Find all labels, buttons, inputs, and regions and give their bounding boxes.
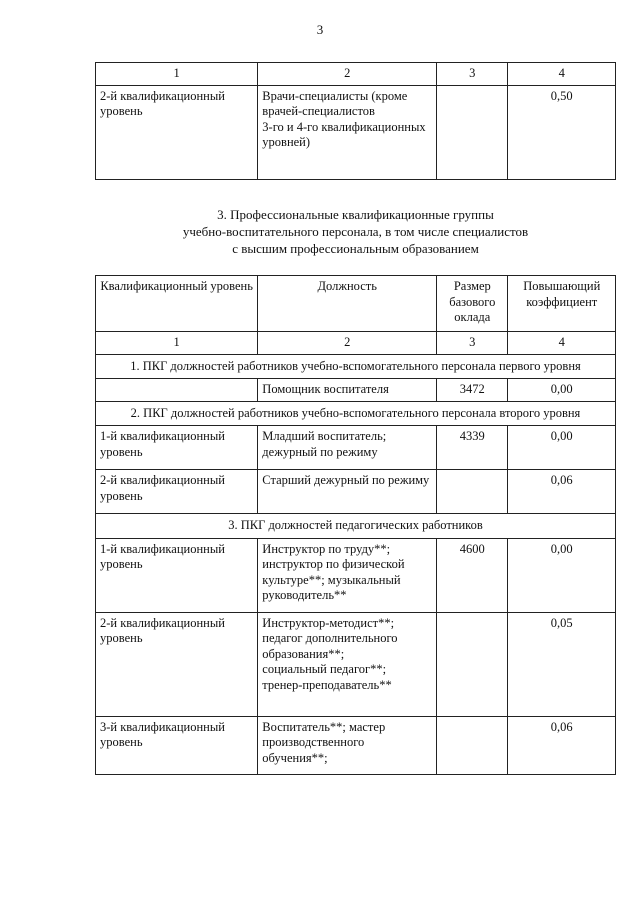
column-number-row	[96, 63, 616, 86]
group-title: 1. ПКГ должностей работников учебно-вспомогательного персонала первого уровня	[96, 354, 616, 379]
section-title	[95, 206, 616, 257]
top-table	[95, 62, 616, 180]
level-cell: 2-й квалификационный уровень	[96, 85, 258, 179]
coefficient-cell: 0,50	[508, 85, 616, 179]
salary-cell	[437, 716, 508, 774]
level-cell: 1-й квалификационный уровень	[96, 426, 258, 470]
salary-cell	[437, 470, 508, 514]
section-title-line: учебно-воспитательного персонала, в том числе специалистов	[182, 224, 529, 239]
header-row	[96, 276, 616, 332]
level-cell: 2-й квалификационный уровень	[96, 612, 258, 716]
position-cell: Инструктор по труду**; инструктор по физической культуре**; музыкальный руководитель**	[258, 538, 437, 612]
salary-cell: 4339	[437, 426, 508, 470]
header-position: Должность	[258, 276, 437, 332]
position-cell: Старший дежурный по режиму	[258, 470, 437, 514]
coefficient-cell: 0,06	[508, 470, 616, 514]
column-number: 1	[96, 63, 258, 86]
position-cell: Младший воспитатель; дежурный по режиму	[258, 426, 437, 470]
group-title: 2. ПКГ должностей работников учебно-вспомогательного персонала второго уровня	[96, 401, 616, 426]
column-number: 3	[437, 63, 508, 86]
position-cell: Врачи-специалисты (кроме врачей-специалистов 3-го и 4-го квалификационных уровней)	[258, 85, 437, 179]
coefficient-cell: 0,00	[508, 538, 616, 612]
level-cell: 2-й квалификационный уровень	[96, 470, 258, 514]
table-row	[96, 538, 616, 612]
coefficient-cell: 0,05	[508, 612, 616, 716]
position-cell: Помощник воспитателя	[258, 379, 437, 402]
group-title-row	[96, 354, 616, 379]
group-title-row	[96, 401, 616, 426]
column-number: 4	[508, 332, 616, 355]
level-cell	[96, 379, 258, 402]
page-number: 3	[316, 22, 324, 37]
coefficient-cell: 0,00	[508, 426, 616, 470]
group-title-row	[96, 514, 616, 539]
coefficient-cell: 0,06	[508, 716, 616, 774]
group-title: 3. ПКГ должностей педагогических работников	[96, 514, 616, 539]
salary-cell: 4600	[437, 538, 508, 612]
header-level: Квалификационный уровень	[96, 276, 258, 332]
salary-cell: 3472	[437, 379, 508, 402]
column-number-row	[96, 332, 616, 355]
column-number: 2	[258, 332, 437, 355]
header-salary: Размер базового оклада	[437, 276, 508, 332]
main-table	[95, 275, 616, 775]
section-title-line: 3. Профессиональные квалификационные группы	[217, 207, 494, 222]
table-row	[96, 85, 616, 179]
coefficient-cell: 0,00	[508, 379, 616, 402]
salary-cell	[437, 612, 508, 716]
position-cell: Воспитатель**; мастер производственного обучения**;	[258, 716, 437, 774]
column-number: 4	[508, 63, 616, 86]
header-coefficient: Повышающий коэффициент	[508, 276, 616, 332]
position-cell: Инструктор-методист**; педагог дополнительного образования**; социальный педагог**; тренер-преподаватель**	[258, 612, 437, 716]
column-number: 1	[96, 332, 258, 355]
table-row	[96, 612, 616, 716]
table-row	[96, 716, 616, 774]
column-number: 3	[437, 332, 508, 355]
table-row	[96, 379, 616, 402]
table-row	[96, 426, 616, 470]
salary-cell	[437, 85, 508, 179]
section-title-line: с высшим профессиональным образованием	[232, 241, 479, 256]
level-cell: 1-й квалификационный уровень	[96, 538, 258, 612]
table-row	[96, 470, 616, 514]
level-cell: 3-й квалификационный уровень	[96, 716, 258, 774]
column-number: 2	[258, 63, 437, 86]
